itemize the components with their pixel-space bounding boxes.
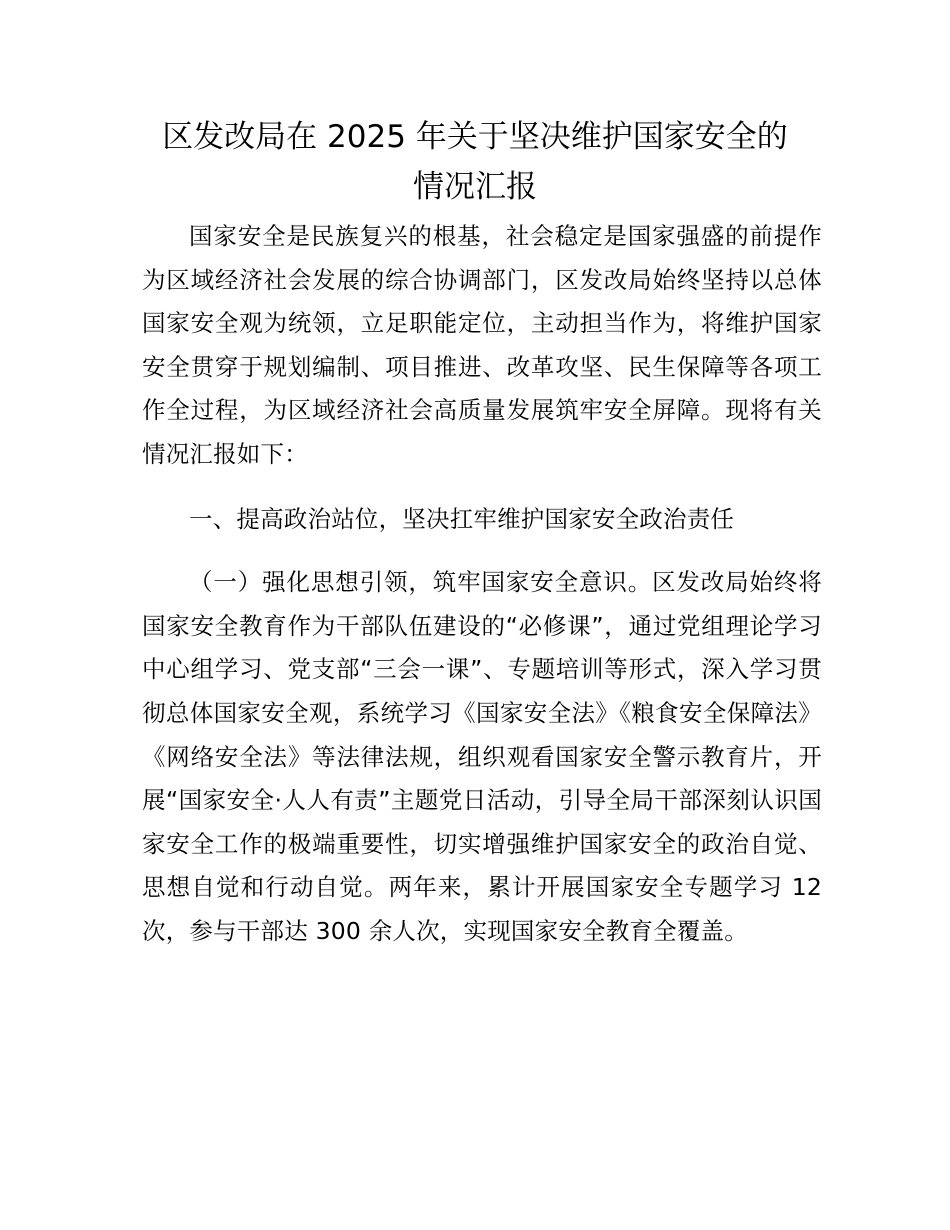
- document-body: [142, 215, 822, 975]
- section-heading: 一、提高政治站位，坚决扛牢维护国家安全政治责任: [189, 504, 735, 533]
- title-line-1: 区发改局在 2025 年关于坚决维护国家安全的: [162, 119, 788, 155]
- document-title: [120, 112, 830, 212]
- subsection-paragraph: （一）强化思想引领，筑牢国家安全意识。区发改局始终将国家安全教育作为干部队伍建设的“必修课”，通过党组理论学习中心组学习、党支部“三会一课”、专题培训等形式，深入学习贯彻总体国家安全观，系统学习《国家安全法》《粮食安全保障法》《网络安全法》等法律法规，组织观看国家安全警示教育片，开展“国家安全·人人有责”主题党日活动，引导全局干部深刻认识国家安全工作的极端重要性，切实增强维护国家安全的政治自觉、思想自觉和行动自觉。两年来，累计开展国家安全专题学习 12 次，参与干部达 300 余人次，实现国家安全教育全覆盖。: [142, 568, 823, 945]
- intro-paragraph: 国家安全是民族复兴的根基，社会稳定是国家强盛的前提作为区域经济社会发展的综合协调部门，区发改局始终坚持以总体国家安全观为统领，立足职能定位，主动担当作为，将维护国家安全贯穿于规划编制、项目推进、改革攻坚、民生保障等各项工作全过程，为区域经济社会高质量发展筑牢安全屏障。现将有关情况汇报如下：: [142, 222, 822, 468]
- title-line-2: 情况汇报: [413, 169, 537, 205]
